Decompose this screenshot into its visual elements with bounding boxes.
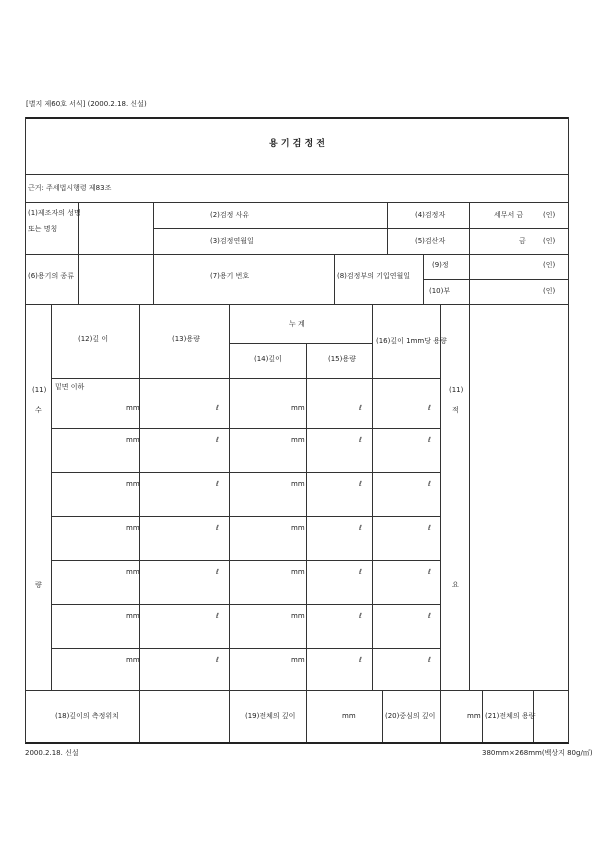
inspection-reason-value[interactable] (300, 203, 386, 227)
inspection-reason-label: (2)검정 사유 (210, 211, 250, 219)
main-label: (9)정 (432, 261, 449, 269)
basis-text: 근거: 주세법시행령 제83조 (28, 184, 112, 192)
depth-unit: mm (126, 480, 140, 488)
container-type-label: (6)용기의 종류 (28, 272, 74, 280)
cum-volume-unit: ℓ (359, 404, 362, 412)
depth-unit: mm (126, 524, 140, 532)
total-volume-value[interactable] (534, 691, 567, 741)
cum-depth-unit: mm (291, 612, 305, 620)
cum-volume-unit: ℓ (359, 612, 362, 620)
sub-seal[interactable]: (인) (543, 287, 556, 295)
sub-label: (10)부 (429, 287, 451, 295)
measure-position-value[interactable] (140, 691, 228, 741)
container-no-label: (7)용기 번호 (210, 272, 250, 280)
examiner-label: (5)검산자 (415, 237, 446, 245)
left-label-bottom: 량 (35, 581, 42, 589)
col-volume-header: (13)용량 (172, 335, 200, 343)
cum-depth-unit: mm (291, 524, 305, 532)
form-number: [별지 제60호 서식] (2000.2.18. 신설) (26, 100, 147, 108)
total-depth-label: (19)전체의 깊이 (245, 712, 296, 720)
main-seal[interactable]: (인) (543, 261, 556, 269)
cum-volume-unit: ℓ (359, 436, 362, 444)
tax-office-label: 세무서 금 (494, 211, 524, 219)
per-mm-unit: ℓ (428, 656, 431, 664)
per-mm-unit: ℓ (428, 568, 431, 576)
paper-spec: 380mm×268mm(백상지 80g/㎡) (482, 749, 593, 757)
volume-unit: ℓ (216, 524, 219, 532)
notes-area[interactable] (470, 305, 567, 689)
total-depth-unit: mm (342, 712, 356, 720)
right-label-number: (11) (449, 386, 464, 394)
left-label-number: (11) (32, 386, 47, 394)
cum-depth-unit: mm (291, 568, 305, 576)
depth-unit: mm (126, 404, 140, 412)
cum-volume-unit: ℓ (359, 524, 362, 532)
per-mm-unit: ℓ (428, 480, 431, 488)
cum-depth-unit: mm (291, 404, 305, 412)
per-mm-unit: ℓ (428, 404, 431, 412)
volume-unit: ℓ (216, 612, 219, 620)
col-cum-depth-header: (14)깊이 (254, 355, 282, 363)
inspection-date-value[interactable] (300, 229, 386, 253)
container-type-value[interactable] (79, 255, 152, 303)
volume-unit: ℓ (216, 480, 219, 488)
volume-unit: ℓ (216, 656, 219, 664)
per-mm-unit: ℓ (428, 524, 431, 532)
center-depth-label: (20)중심의 깊이 (385, 712, 436, 720)
manufacturer-label: (1)제조자의 성명 (28, 209, 81, 217)
inspector-seal[interactable]: (인) (543, 211, 556, 219)
measure-position-label: (18)깊이의 측정위치 (55, 712, 119, 720)
depth-unit: mm (126, 612, 140, 620)
examiner-rank: 금 (519, 237, 526, 245)
depth-unit: mm (126, 656, 140, 664)
right-label-bottom: 요 (452, 581, 459, 589)
cum-volume-unit: ℓ (359, 480, 362, 488)
inspector-label: (4)검정자 (415, 211, 446, 219)
volume-unit: ℓ (216, 436, 219, 444)
record-date-label: (8)검정부의 기입연월일 (337, 272, 410, 280)
cum-depth-unit: mm (291, 656, 305, 664)
cum-depth-unit: mm (291, 480, 305, 488)
form-title: 용 기 검 정 전 (268, 139, 326, 149)
per-mm-unit: ℓ (428, 436, 431, 444)
col-cum-volume-header: (15)용량 (328, 355, 356, 363)
col-per-mm-header: (16)깊이 1mm당 용량 (376, 337, 447, 345)
per-mm-unit: ℓ (428, 612, 431, 620)
right-label-top: 적 (452, 406, 459, 414)
col-cumulative-header: 누 계 (289, 320, 305, 328)
volume-unit: ℓ (216, 568, 219, 576)
cum-volume-unit: ℓ (359, 656, 362, 664)
center-depth-unit: mm (467, 712, 481, 720)
cum-depth-unit: mm (291, 436, 305, 444)
total-volume-label: (21)전체의 용량 (485, 712, 536, 720)
container-no-value[interactable] (270, 255, 333, 303)
examiner-seal[interactable]: (인) (543, 237, 556, 245)
volume-unit: ℓ (216, 404, 219, 412)
col-depth-header: (12)깊 이 (78, 335, 109, 343)
depth-unit: mm (126, 568, 140, 576)
manufacturer-value[interactable] (79, 203, 152, 253)
left-label-top: 수 (35, 406, 42, 414)
depth-unit: mm (126, 436, 140, 444)
first-row-note: 밑면 이하 (55, 383, 85, 391)
bottom-left-note: 2000.2.18. 신설 (25, 749, 79, 757)
cum-volume-unit: ℓ (359, 568, 362, 576)
inspection-date-label: (3)검정연월일 (210, 237, 254, 245)
manufacturer-label-2: 또는 명칭 (28, 225, 58, 233)
